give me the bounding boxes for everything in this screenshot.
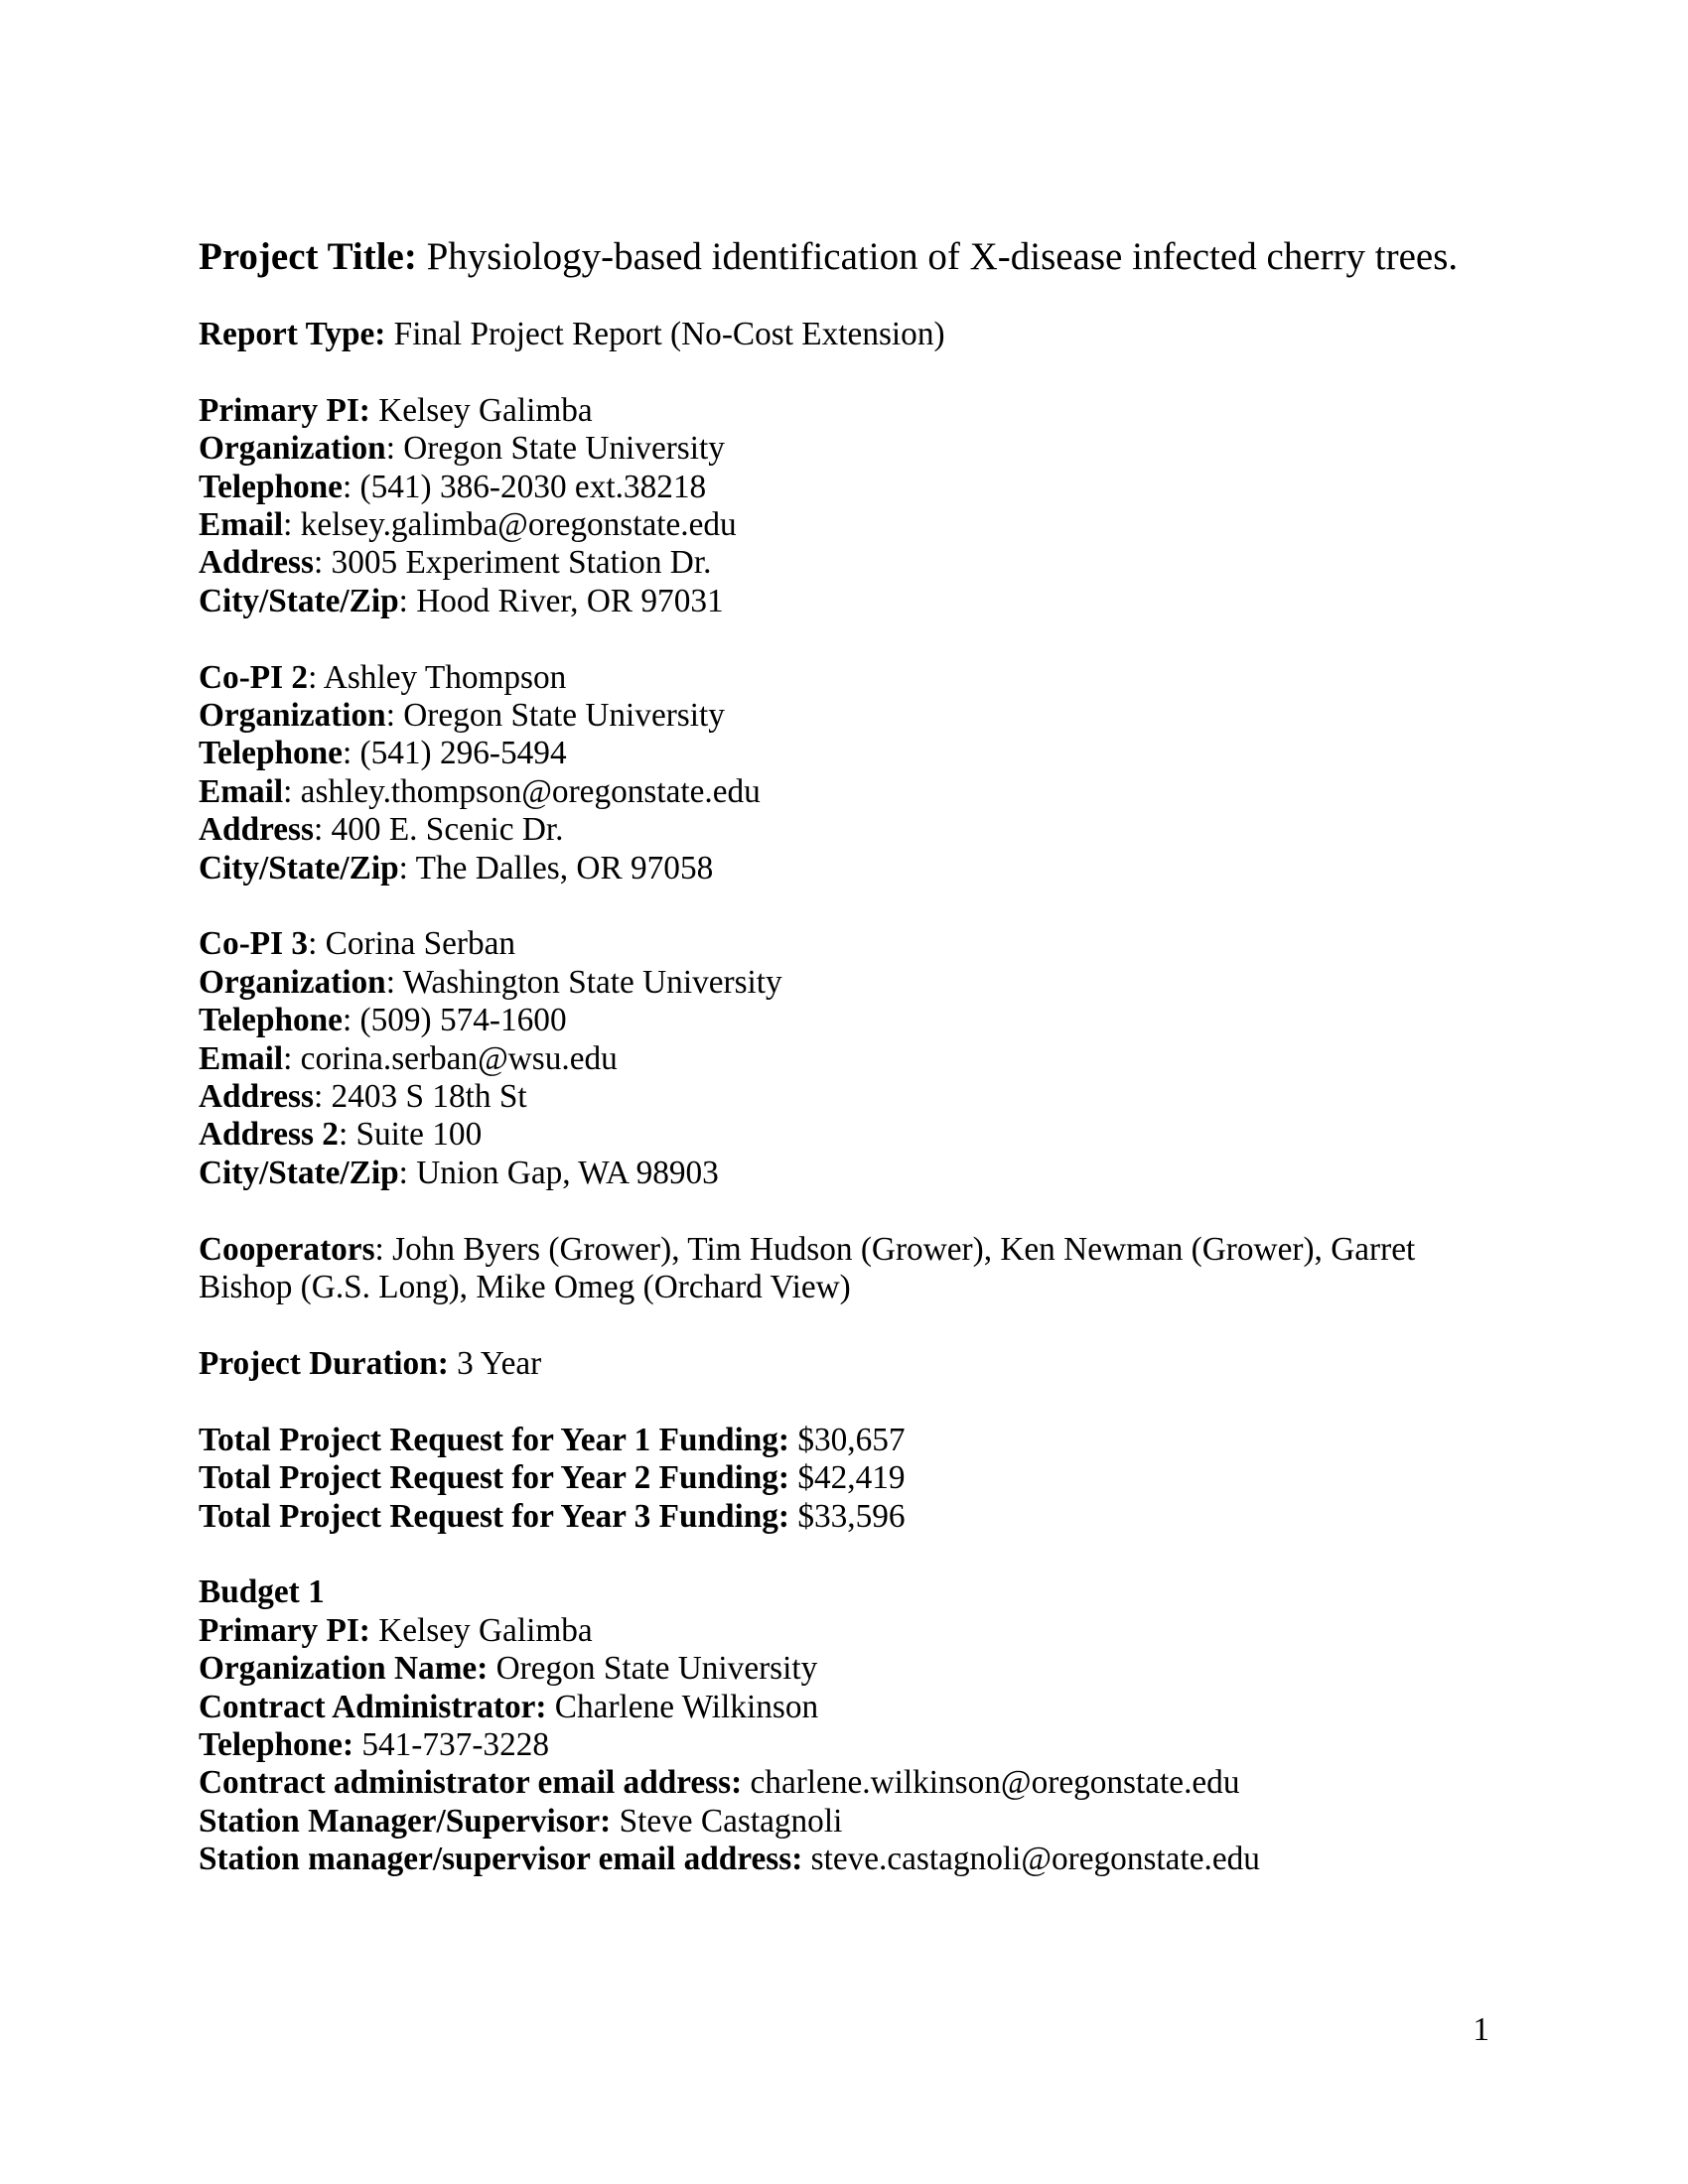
field-label: Total Project Request for Year 1 Funding: xyxy=(199,1421,790,1458)
field-label: Total Project Request for Year 3 Funding: xyxy=(199,1497,790,1535)
field-label: Organization xyxy=(199,963,386,1001)
field-label: Co-PI 3 xyxy=(199,925,309,963)
co-pi-2-line xyxy=(199,735,1489,772)
field-value: : 2403 S 18th St xyxy=(313,1078,527,1116)
field-value: : 400 E. Scenic Dr. xyxy=(313,811,564,849)
report-type-line xyxy=(199,316,1489,353)
field-value: $30,657 xyxy=(789,1421,906,1458)
field-value: charlene.wilkinson@oregonstate.edu xyxy=(742,1764,1240,1802)
field-value: : ashley.thompson@oregonstate.edu xyxy=(283,772,761,810)
field-label: Organization xyxy=(199,430,386,468)
field-label: Telephone xyxy=(199,468,343,505)
project-title xyxy=(199,234,1489,280)
block-co-pi-2 xyxy=(199,659,1489,887)
field-label: Address xyxy=(199,811,314,849)
co-pi-3-line xyxy=(199,1116,1489,1154)
cooperators-line xyxy=(199,1231,1489,1307)
field-label: Email xyxy=(199,1039,284,1077)
primary-pi-line xyxy=(199,544,1489,582)
budget-1-line xyxy=(199,1764,1489,1802)
co-pi-2-line xyxy=(199,773,1489,811)
co-pi-3-line xyxy=(199,1155,1489,1192)
field-value: Kelsey Galimba xyxy=(369,391,593,429)
field-value: : Union Gap, WA 98903 xyxy=(398,1154,719,1191)
budget-1-line xyxy=(199,1726,1489,1764)
budget-1-line xyxy=(199,1650,1489,1688)
field-value: : kelsey.galimba@oregonstate.edu xyxy=(283,506,737,544)
field-label: Address xyxy=(199,544,314,582)
block-funding xyxy=(199,1422,1489,1536)
co-pi-2-line xyxy=(199,659,1489,697)
budget-1-line xyxy=(199,1803,1489,1841)
field-value: : Hood River, OR 97031 xyxy=(398,582,724,619)
primary-pi-line xyxy=(199,583,1489,620)
field-value: Oregon State University xyxy=(488,1650,818,1688)
project-title-text: Physiology-based identification of X-disease infected cherry trees. xyxy=(416,235,1459,278)
budget-1-line xyxy=(199,1841,1489,1878)
field-label: City/State/Zip xyxy=(199,1154,399,1191)
field-value: : corina.serban@wsu.edu xyxy=(283,1039,618,1077)
co-pi-3-line xyxy=(199,1040,1489,1078)
field-label: Primary PI: xyxy=(199,1611,370,1649)
field-value: : Corina Serban xyxy=(308,925,516,963)
page-number: 1 xyxy=(1473,2011,1489,2048)
funding-line xyxy=(199,1459,1489,1497)
field-label: Report Type: xyxy=(199,316,386,352)
field-label: Telephone xyxy=(199,735,343,772)
primary-pi-line xyxy=(199,506,1489,544)
field-label: Email xyxy=(199,506,284,544)
field-value: 541-737-3228 xyxy=(353,1725,550,1763)
budget-1-line xyxy=(199,1573,1489,1611)
block-project-duration xyxy=(199,1345,1489,1383)
primary-pi-line xyxy=(199,469,1489,506)
field-value: 3 Year xyxy=(448,1344,542,1382)
field-label: Email xyxy=(199,772,284,810)
field-value: : John Byers (Grower), Tim Hudson (Grower), Ken Newman (Grower), Garret Bishop (G.S. Long), Mike Omeg (Orchard View) xyxy=(199,1230,1416,1306)
co-pi-3-line xyxy=(199,1078,1489,1116)
funding-line xyxy=(199,1422,1489,1459)
field-label: Station Manager/Supervisor: xyxy=(199,1802,612,1840)
primary-pi-line xyxy=(199,392,1489,430)
co-pi-3-line xyxy=(199,925,1489,963)
block-primary-pi xyxy=(199,392,1489,620)
project-duration-line xyxy=(199,1345,1489,1383)
co-pi-2-line xyxy=(199,697,1489,735)
field-label: Contract Administrator: xyxy=(199,1688,547,1725)
field-label: Total Project Request for Year 2 Funding: xyxy=(199,1459,790,1497)
field-value: $33,596 xyxy=(789,1497,906,1535)
funding-line xyxy=(199,1498,1489,1536)
field-value: : Oregon State University xyxy=(385,697,725,735)
field-label: City/State/Zip xyxy=(199,849,399,887)
field-label: Address 2 xyxy=(199,1116,339,1154)
field-value: : 3005 Experiment Station Dr. xyxy=(313,544,712,582)
field-value: : (541) 386-2030 ext.38218 xyxy=(342,468,707,505)
field-label: Organization Name: xyxy=(199,1650,489,1688)
block-co-pi-3 xyxy=(199,925,1489,1192)
field-label: Budget 1 xyxy=(199,1573,325,1611)
field-label: Primary PI: xyxy=(199,391,370,429)
field-label: Organization xyxy=(199,697,386,735)
field-value: : Suite 100 xyxy=(338,1116,483,1154)
co-pi-3-line xyxy=(199,1002,1489,1039)
field-value: : (509) 574-1600 xyxy=(342,1002,567,1039)
field-label: Telephone xyxy=(199,1002,343,1039)
field-value: Final Project Report (No-Cost Extension) xyxy=(385,316,945,352)
field-value: Kelsey Galimba xyxy=(369,1611,593,1649)
field-value: : (541) 296-5494 xyxy=(342,735,567,772)
field-value: : Ashley Thompson xyxy=(308,658,567,696)
budget-1-line xyxy=(199,1689,1489,1726)
block-budget-1 xyxy=(199,1573,1489,1878)
document-blocks xyxy=(199,316,1489,1879)
block-report-type xyxy=(199,316,1489,353)
field-label: Station manager/supervisor email address: xyxy=(199,1841,803,1878)
budget-1-line xyxy=(199,1612,1489,1650)
field-label: Contract administrator email address: xyxy=(199,1764,743,1802)
field-label: Project Duration: xyxy=(199,1344,449,1382)
co-pi-2-line xyxy=(199,850,1489,887)
field-label: Co-PI 2 xyxy=(199,658,309,696)
field-value: : The Dalles, OR 97058 xyxy=(398,849,714,887)
field-label: Cooperators xyxy=(199,1230,375,1268)
field-value: $42,419 xyxy=(789,1459,906,1497)
field-value: Charlene Wilkinson xyxy=(546,1688,819,1725)
block-cooperators xyxy=(199,1231,1489,1307)
field-value: Steve Castagnoli xyxy=(611,1802,843,1840)
field-label: City/State/Zip xyxy=(199,582,399,619)
project-title-label: Project Title: xyxy=(199,235,417,278)
co-pi-3-line xyxy=(199,964,1489,1002)
field-label: Address xyxy=(199,1078,314,1116)
field-value: : Washington State University xyxy=(385,963,782,1001)
field-value: steve.castagnoli@oregonstate.edu xyxy=(802,1841,1260,1878)
field-value: : Oregon State University xyxy=(385,430,725,468)
co-pi-2-line xyxy=(199,811,1489,849)
field-label: Telephone: xyxy=(199,1725,354,1763)
document-content xyxy=(199,234,1489,1917)
primary-pi-line xyxy=(199,430,1489,468)
